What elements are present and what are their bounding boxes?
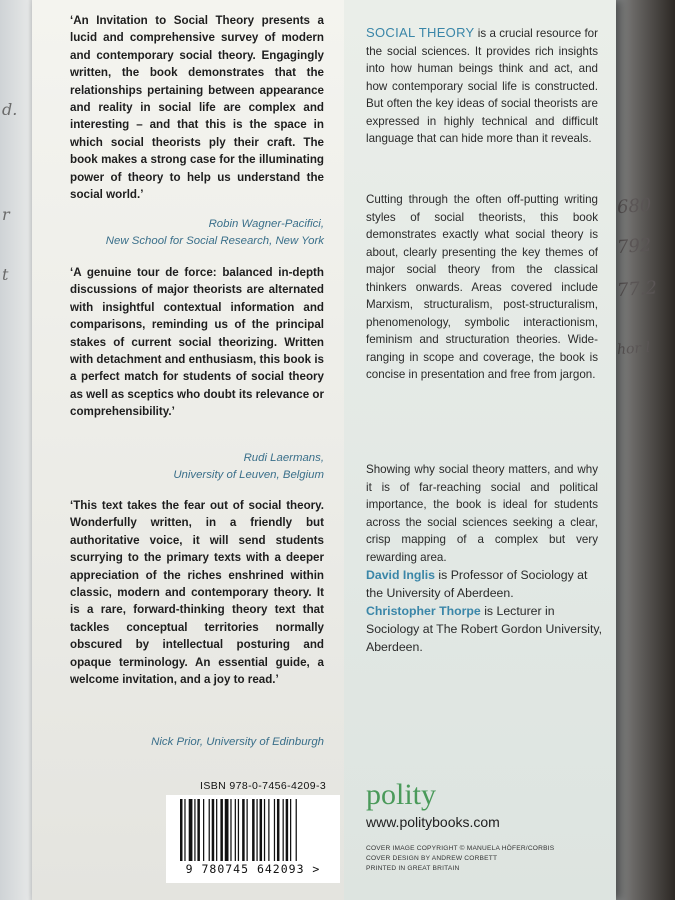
endorsement-attribution (44, 734, 324, 751)
barcode-bar (260, 799, 263, 861)
credit-line: PRINTED IN GREAT BRITAIN (366, 865, 460, 872)
blurb-paragraph: Showing why social theory matters, and why it is of far-reaching social and political importance, the book is ideal for students across the social sciences seeking a clear, crisp mapping of a complex but very rewarding area. (366, 463, 598, 564)
barcode-bar (220, 799, 223, 861)
handwritten-note: t (2, 265, 9, 284)
description-column (344, 0, 616, 900)
attribution-affiliation: University of Leuven, Belgium (173, 469, 324, 481)
author-name: David Inglis (366, 568, 436, 582)
barcode-bar (209, 799, 210, 861)
barcode (166, 795, 340, 883)
handwritten-note: d. (2, 100, 18, 119)
cover-credits (366, 844, 606, 874)
handwritten-note: hor l (616, 339, 651, 359)
barcode-bar (203, 799, 204, 861)
barcode-bar (180, 799, 183, 861)
attribution-name: Robin Wagner-Pacifici, (208, 218, 324, 230)
barcode-bar (247, 799, 248, 861)
endorsements-column (32, 0, 344, 900)
barcode-bar (242, 799, 245, 861)
endorsement-quote: ‘This text takes the fear out of social theory. Wonderfully written, in a friendly but authoritative voice, it will send students scurrying to the primary texts with a deeper appreciation of the riches enshrined within classic, modern and contemporary theory. It is a rare, forward-thinking theory text that tackles conceptual territories normally obscured by intellectual posturing and opaque terminology. An essential guide, a welcome invitation, and a joy to read.’ (70, 499, 324, 687)
author-description: is Lecturer in Sociology at The Robert Gordon University, Aberdeen. (366, 604, 603, 654)
attribution-affiliation: New School for Social Research, New York (105, 235, 324, 247)
book-back-cover (32, 0, 616, 900)
endorsement-attribution (44, 450, 324, 484)
barcode-bar (274, 799, 275, 861)
barcode-bar (264, 799, 265, 861)
blurb-paragraph: Cutting through the often off-putting writing styles of social theorists, this book demonstrates exactly what social theory is about, clearly presenting the key themes of major social theory from the classical thinkers onwards. Areas covered include Marxism, structuralism, post-structuralism, phenomenology, symbolic interactionism, feminism and structuration theories. Wide-ranging in scope and coverage, the book is concise in presentation and free from jargon. (366, 193, 598, 381)
barcode-bar (189, 799, 193, 861)
handwritten-note: 792 (616, 234, 653, 259)
endorsement-attribution (44, 216, 324, 250)
barcode-bar (197, 799, 200, 861)
attribution-name: Nick Prior, University of Edinburgh (151, 736, 324, 748)
handwritten-note: 680 (616, 194, 653, 219)
barcode-bar (290, 799, 291, 861)
barcode-bar (283, 799, 284, 861)
attribution-name: Rudi Laermans, (243, 452, 324, 464)
author-bio (366, 602, 606, 656)
barcode-bar (277, 799, 280, 861)
endorsement-quote: ‘An Invitation to Social Theory presents a lucid and comprehensive survey of modern and contemporary social theory. Engagingly written, the book demonstrates that the relationships pertaining between appearance and reality in social life are complex and interesting – and that this is the space in which social theorists ply their craft. The book makes a strong case for the illuminating power of theory to help us understand the social world.’ (70, 14, 324, 202)
barcode-digits: 9 780745 642093 > (185, 862, 321, 876)
blurb-paragraph (366, 24, 598, 148)
credit-line: COVER DESIGN BY ANDREW CORBETT (366, 855, 498, 862)
barcode-bar (256, 799, 257, 861)
endorsement-quote: ‘A genuine tour de force: balanced in-depth discussions of major theorists are alternated with insightful contextual information and comparisons, reminding us of the principal stakes of current social theorizing. Written with detachment and enthusiasm, this book is a perfect match for students of social theory as well as sceptics who doubt its relevance or comprehensibility.’ (70, 266, 324, 419)
blurb-text: is a crucial resource for the social sciences. It provides rich insights into how human beings think and act, and how contemporary social life is constructed. But often the key ideas of social theorists are expressed in highly technical and difficult language that can hide more than it reveals. (366, 27, 598, 145)
barcode-bar (238, 799, 239, 861)
barcode-bar (225, 799, 229, 861)
barcode-bar (212, 799, 215, 861)
barcode-bar (286, 799, 289, 861)
barcode-bar (216, 799, 217, 861)
barcode-bar (184, 799, 185, 861)
barcode-bar (296, 799, 297, 861)
credit-line: COVER IMAGE COPYRIGHT © MANUELA HÖFER/CORBIS (366, 845, 555, 852)
barcode-bars (180, 799, 326, 861)
barcode-bar (194, 799, 195, 861)
publisher-logo: polity (366, 778, 437, 811)
barcode-bar (268, 799, 269, 861)
barcode-bar (235, 799, 236, 861)
author-bio (366, 566, 606, 602)
handwritten-note: r (2, 205, 10, 224)
series-brand: SOCIAL THEORY (366, 25, 475, 40)
handwritten-note: 77.2 (616, 277, 658, 302)
isbn-label: ISBN 978-0-7456-4209-3 (200, 780, 327, 792)
barcode-bar (230, 799, 231, 861)
author-name: Christopher Thorpe (366, 604, 481, 618)
publisher-website[interactable]: www.politybooks.com (366, 814, 500, 830)
author-description: is Professor of Sociology at the University of Aberdeen. (366, 568, 588, 600)
barcode-bar (252, 799, 255, 861)
